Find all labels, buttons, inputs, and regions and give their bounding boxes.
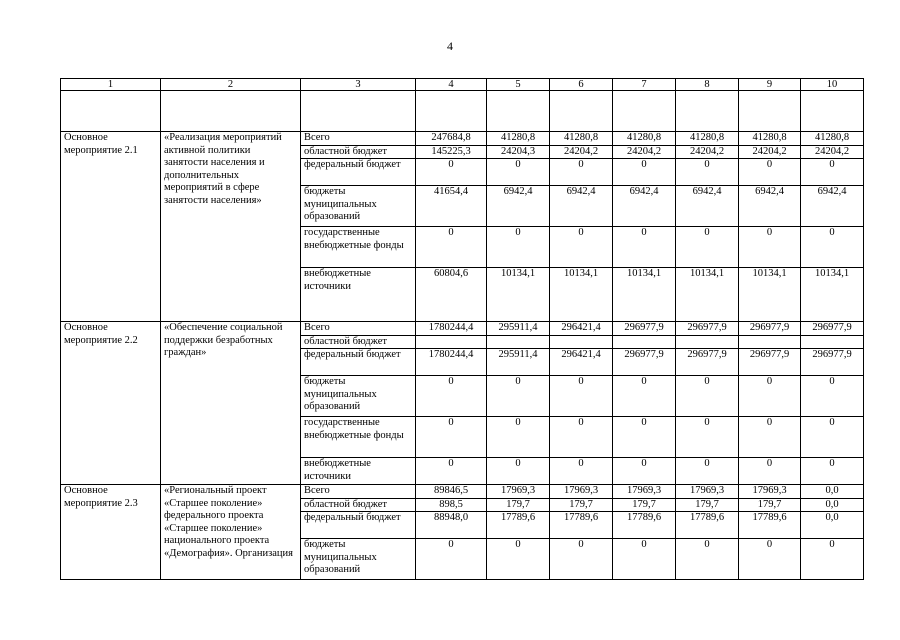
amount-cell: 24204,2 [801,145,864,159]
funding-source: федеральный бюджет [301,349,416,376]
page-number: 4 [447,39,453,53]
amount-cell: 296977,9 [613,322,676,336]
amount-cell: 0 [613,159,676,186]
amount-cell [739,335,801,349]
activity-description: «Обеспечение социальной поддержки безработных граждан» [161,322,301,485]
amount-cell: 0 [739,417,801,458]
activity-description: «Реализация мероприятий активной политики занятости населения и дополнительных мероприятий в сфере занятости населения» [161,132,301,322]
amount-cell: 60804,6 [416,268,487,322]
amount-cell: 17789,6 [676,512,739,539]
amount-cell: 296977,9 [801,322,864,336]
blank-cell [739,91,801,132]
amount-cell: 179,7 [487,498,550,512]
funding-source: бюджеты муниципальных образований [301,539,416,580]
activity-description: «Региональный проект «Старшее поколение» федерального проекта «Старшее поколение» национального проекта «Демография». Организация [161,485,301,580]
amount-cell: 0 [416,417,487,458]
amount-cell: 41280,8 [550,132,613,146]
activity-name: Основное мероприятие 2.1 [61,132,161,322]
amount-cell: 10134,1 [801,268,864,322]
amount-cell: 0 [613,417,676,458]
amount-cell: 17789,6 [487,512,550,539]
column-header: 6 [550,79,613,91]
amount-cell: 0 [801,376,864,417]
funding-source: государственные внебюджетные фонды [301,417,416,458]
amount-cell: 6942,4 [613,186,676,227]
amount-cell [487,335,550,349]
amount-cell [416,335,487,349]
amount-cell: 0 [801,417,864,458]
amount-cell: 0 [613,458,676,485]
amount-cell: 0,0 [801,485,864,499]
amount-cell: 41280,8 [801,132,864,146]
funding-row [61,322,864,336]
column-header: 7 [613,79,676,91]
amount-cell: 1780244,4 [416,349,487,376]
amount-cell: 295911,4 [487,349,550,376]
amount-cell: 0 [550,417,613,458]
amount-cell: 0 [676,539,739,580]
column-header: 4 [416,79,487,91]
amount-cell: 296421,4 [550,322,613,336]
amount-cell: 0 [416,376,487,417]
amount-cell: 0 [801,458,864,485]
amount-cell: 10134,1 [676,268,739,322]
amount-cell: 296977,9 [676,322,739,336]
amount-cell: 1780244,4 [416,322,487,336]
funding-source: областной бюджет [301,145,416,159]
amount-cell: 24204,2 [739,145,801,159]
amount-cell: 0 [550,227,613,268]
funding-source: Всего [301,485,416,499]
amount-cell: 6942,4 [739,186,801,227]
funding-source: Всего [301,132,416,146]
blank-cell [487,91,550,132]
column-header: 10 [801,79,864,91]
funding-source: федеральный бюджет [301,512,416,539]
amount-cell: 17969,3 [487,485,550,499]
blank-cell [416,91,487,132]
column-header: 2 [161,79,301,91]
funding-source: государственные внебюджетные фонды [301,227,416,268]
amount-cell: 41654,4 [416,186,487,227]
funding-source: Всего [301,322,416,336]
amount-cell: 0 [676,376,739,417]
amount-cell: 0 [416,458,487,485]
amount-cell: 41280,8 [613,132,676,146]
amount-cell: 0 [739,227,801,268]
funding-source: федеральный бюджет [301,159,416,186]
amount-cell: 0 [801,227,864,268]
funding-row [61,132,864,146]
amount-cell: 6942,4 [550,186,613,227]
amount-cell: 898,5 [416,498,487,512]
amount-cell: 0 [550,159,613,186]
amount-cell: 0,0 [801,512,864,539]
blank-cell [550,91,613,132]
amount-cell [613,335,676,349]
amount-cell: 0 [676,417,739,458]
amount-cell: 6942,4 [487,186,550,227]
blank-cell [161,91,301,132]
amount-cell: 17969,3 [739,485,801,499]
budget-table [60,78,864,580]
amount-cell [801,335,864,349]
amount-cell: 0 [487,376,550,417]
amount-cell: 17969,3 [550,485,613,499]
funding-source: областной бюджет [301,498,416,512]
amount-cell: 0 [550,539,613,580]
amount-cell: 0 [739,539,801,580]
amount-cell: 41280,8 [487,132,550,146]
amount-cell: 0 [487,539,550,580]
amount-cell: 17789,6 [613,512,676,539]
amount-cell: 6942,4 [801,186,864,227]
amount-cell: 17789,6 [550,512,613,539]
amount-cell: 24204,2 [613,145,676,159]
funding-row [61,485,864,499]
amount-cell: 179,7 [550,498,613,512]
amount-cell: 179,7 [739,498,801,512]
amount-cell: 296977,9 [801,349,864,376]
amount-cell: 0 [613,376,676,417]
column-header: 1 [61,79,161,91]
amount-cell: 10134,1 [613,268,676,322]
column-header: 3 [301,79,416,91]
blank-cell [676,91,739,132]
amount-cell: 0 [416,159,487,186]
amount-cell: 0 [550,458,613,485]
column-number-row [61,79,864,91]
amount-cell: 296977,9 [739,322,801,336]
amount-cell: 0 [487,458,550,485]
blank-cell [801,91,864,132]
amount-cell: 0 [676,458,739,485]
amount-cell: 0 [739,376,801,417]
funding-source: бюджеты муниципальных образований [301,376,416,417]
amount-cell [676,335,739,349]
activity-name: Основное мероприятие 2.3 [61,485,161,580]
blank-cell [301,91,416,132]
funding-source: внебюджетные источники [301,458,416,485]
column-header: 9 [739,79,801,91]
amount-cell: 0 [613,227,676,268]
amount-cell: 0 [416,227,487,268]
amount-cell: 0 [739,159,801,186]
blank-cell [613,91,676,132]
amount-cell: 0 [613,539,676,580]
amount-cell: 0 [801,159,864,186]
amount-cell: 0,0 [801,498,864,512]
funding-source: внебюджетные источники [301,268,416,322]
amount-cell: 0 [416,539,487,580]
amount-cell: 41280,8 [739,132,801,146]
amount-cell: 10134,1 [487,268,550,322]
amount-cell: 88948,0 [416,512,487,539]
amount-cell: 41280,8 [676,132,739,146]
column-header: 8 [676,79,739,91]
amount-cell: 24204,3 [487,145,550,159]
amount-cell: 0 [487,417,550,458]
activity-name: Основное мероприятие 2.2 [61,322,161,485]
column-header: 5 [487,79,550,91]
amount-cell: 10134,1 [550,268,613,322]
amount-cell: 89846,5 [416,485,487,499]
funding-source: областной бюджет [301,335,416,349]
amount-cell: 17969,3 [676,485,739,499]
amount-cell: 24204,2 [550,145,613,159]
amount-cell: 0 [676,227,739,268]
amount-cell: 296977,9 [739,349,801,376]
amount-cell: 179,7 [676,498,739,512]
amount-cell: 179,7 [613,498,676,512]
blank-cell [61,91,161,132]
amount-cell: 24204,2 [676,145,739,159]
amount-cell: 0 [487,227,550,268]
amount-cell: 0 [487,159,550,186]
amount-cell: 0 [739,458,801,485]
amount-cell: 17969,3 [613,485,676,499]
amount-cell: 10134,1 [739,268,801,322]
amount-cell: 0 [801,539,864,580]
amount-cell [550,335,613,349]
amount-cell: 247684,8 [416,132,487,146]
amount-cell: 0 [676,159,739,186]
amount-cell: 6942,4 [676,186,739,227]
funding-source: бюджеты муниципальных образований [301,186,416,227]
amount-cell: 296977,9 [676,349,739,376]
amount-cell: 296421,4 [550,349,613,376]
amount-cell: 295911,4 [487,322,550,336]
amount-cell: 17789,6 [739,512,801,539]
blank-row [61,91,864,132]
amount-cell: 296977,9 [613,349,676,376]
amount-cell: 145225,3 [416,145,487,159]
amount-cell: 0 [550,376,613,417]
